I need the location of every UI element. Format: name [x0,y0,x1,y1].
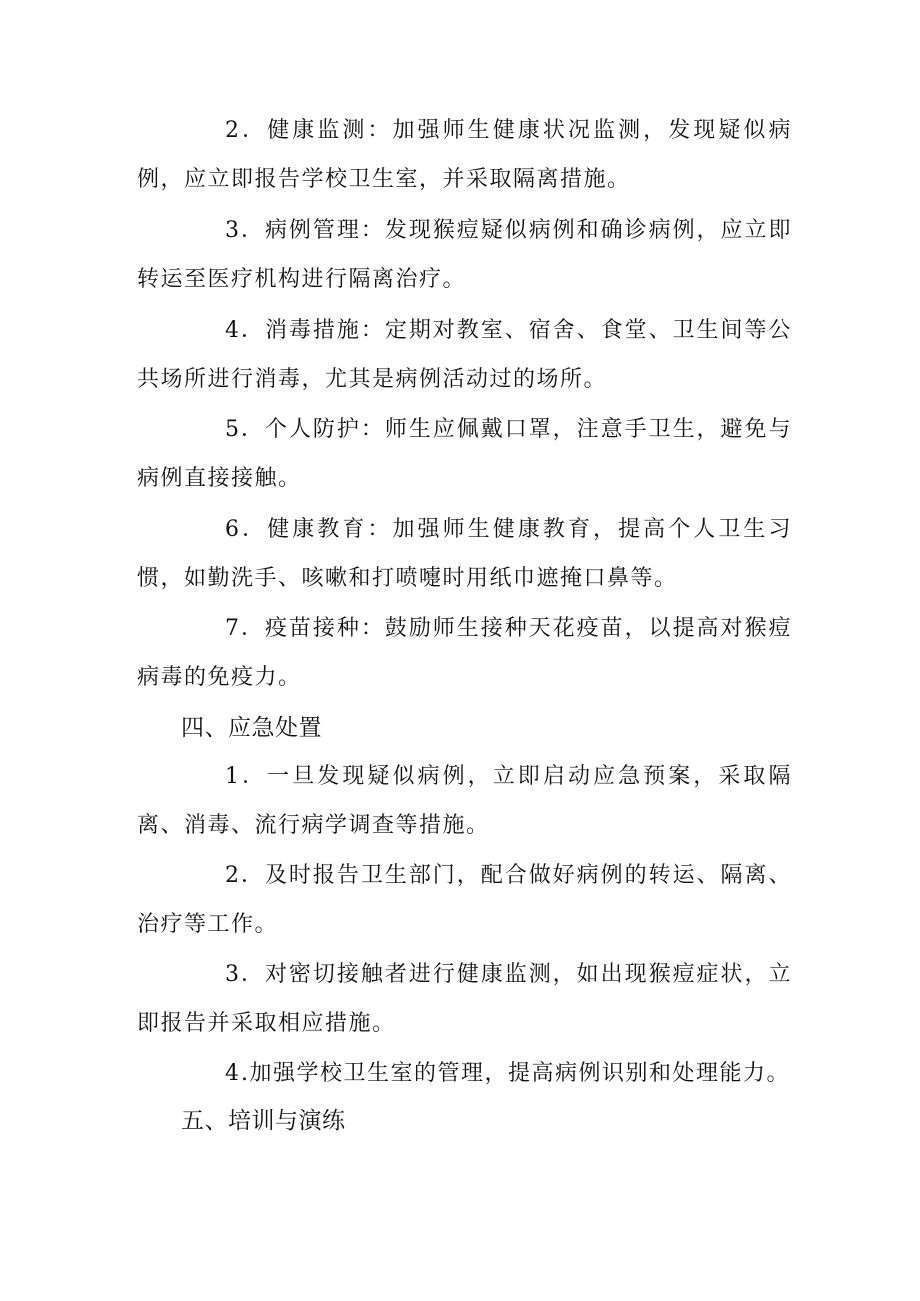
item-number: 7 [225,616,241,641]
list-item [137,851,792,949]
item-text: ．疫苗接种：鼓励师生接种天花疫苗，以提高对猴痘病毒的免疫力。 [137,616,792,690]
list-item [137,306,792,404]
list-item [137,752,792,850]
item-text: ．一旦发现疑似病例，立即启动应急预案，采取隔离、消毒、流行病学调查等措施。 [137,764,792,838]
list-item [137,505,792,603]
item-text: .加强学校卫生室的管理，提高病例识别和处理能力。 [241,1061,790,1086]
item-number: 4 [225,318,241,343]
item-text: ．个人防护：师生应佩戴口罩，注意手卫生，避免与病例直接接触。 [137,417,792,491]
list-item [137,405,792,503]
item-text: ．病例管理：发现猴痘疑似病例和确诊病例，应立即转运至医疗机构进行隔离治疗。 [137,218,792,292]
section-heading: 五、培训与演练 [181,1108,346,1134]
item-number: 2 [225,863,241,888]
section-heading: 四、应急处置 [181,715,322,741]
item-text: ．对密切接触者进行健康监测，如出现猴痘症状，立即报告并采取相应措施。 [137,962,792,1036]
item-text: ．健康监测：加强师生健康状况监测，发现疑似病例，应立即报告学校卫生室，并采取隔离措施。 [137,118,792,192]
item-number: 1 [225,764,241,789]
item-text: ．健康教育：加强师生健康教育，提高个人卫生习惯，如勤洗手、咳嗽和打喷嚏时用纸巾遮掩口鼻等。 [137,517,792,591]
item-number: 6 [225,517,241,542]
item-number: 3 [225,962,241,987]
list-item [137,1049,792,1098]
list-item [137,604,792,702]
list-item [137,950,792,1048]
item-text: ．消毒措施：定期对教室、宿舍、食堂、卫生间等公共场所进行消毒，尤其是病例活动过的场所。 [137,318,792,392]
item-number: 4 [225,1061,241,1086]
item-number: 3 [225,218,241,243]
list-item [137,106,792,204]
item-text: ．及时报告卫生部门，配合做好病例的转运、隔离、治疗等工作。 [137,863,792,937]
list-item [137,206,792,304]
item-number: 2 [225,118,241,143]
item-number: 5 [225,417,241,442]
